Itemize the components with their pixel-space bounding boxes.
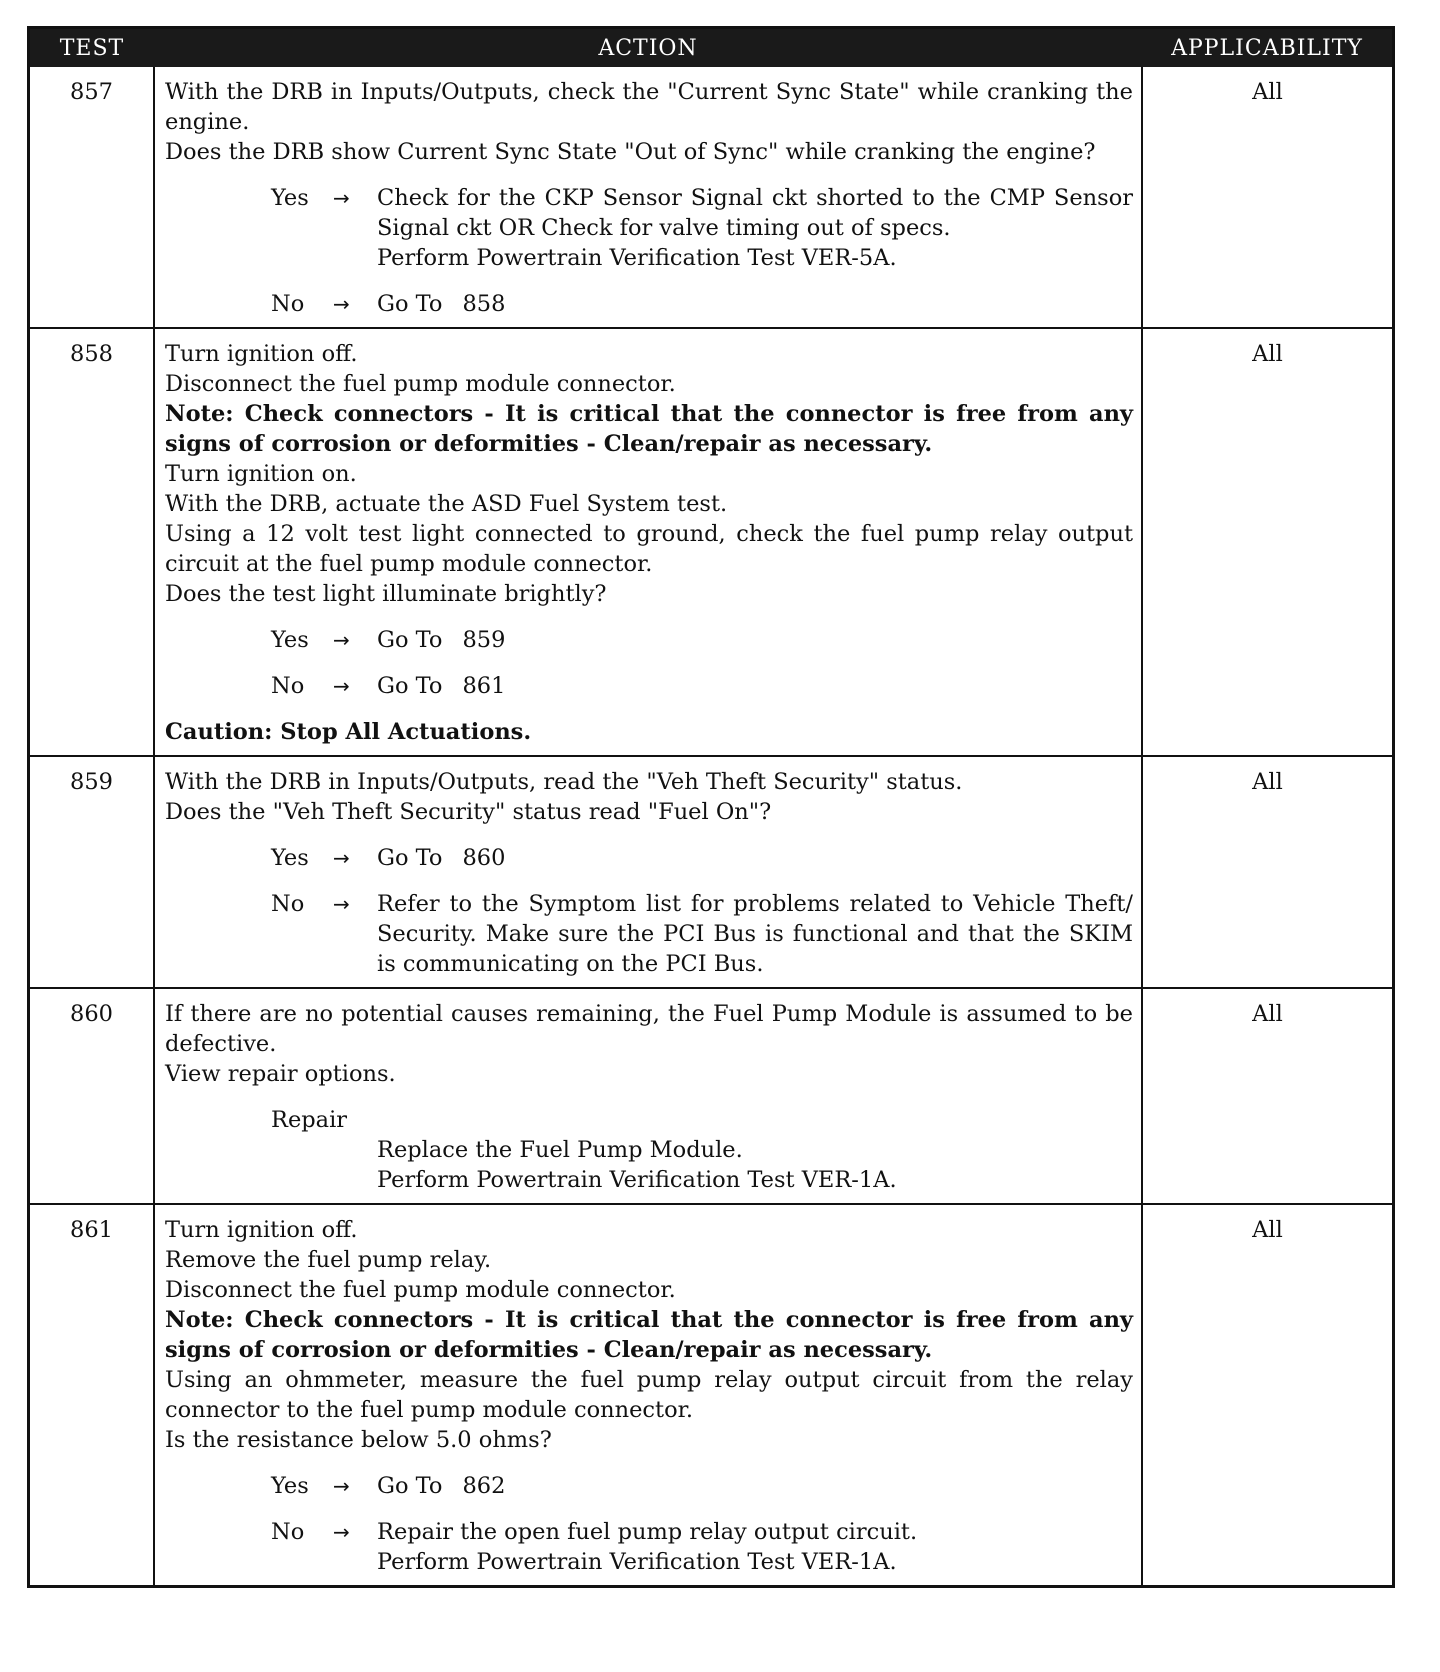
table-row-860: [30, 988, 1392, 1204]
header-applicability: APPLICABILITY: [1142, 29, 1392, 67]
no-branch: [165, 289, 1133, 319]
table-header: [30, 29, 1392, 67]
repair-line: Replace the Fuel Pump Module.: [377, 1137, 743, 1163]
yes-branch: [165, 183, 1133, 273]
arrow-right-icon: →: [333, 674, 350, 698]
action-cell: [154, 988, 1142, 1204]
repair-line: Perform Powertrain Verification Test VER-1A.: [377, 1167, 897, 1193]
arrow-right-icon: →: [333, 186, 350, 210]
applicability-value: All: [1142, 756, 1392, 988]
table-row-858: [30, 328, 1392, 756]
action-line: Using a 12 volt test light connected to ground, check the fuel pump relay output circuit at the fuel pump module connector.: [165, 521, 1133, 577]
diagnostic-test-table: [27, 26, 1395, 1588]
repair-lines: [271, 1135, 1133, 1195]
goto-label: Go To: [377, 845, 443, 871]
goto-number: 859: [462, 627, 506, 653]
action-line: Disconnect the fuel pump module connector.: [165, 1277, 676, 1303]
action-line: Using an ohmmeter, measure the fuel pump relay output circuit from the relay connector to the fuel pump module connector.: [165, 1367, 1133, 1423]
answer-label: Yes: [271, 1473, 309, 1499]
note-text: Note: Check connectors - It is critical that the connector is free from any signs of corrosion or deformities - Clean/repair as necessary.: [165, 401, 1133, 457]
goto-label: Go To: [377, 627, 443, 653]
note-text: Note: Check connectors - It is critical that the connector is free from any signs of corrosion or deformities - Clean/repair as necessary.: [165, 1307, 1133, 1363]
branch-text: [377, 1471, 1133, 1501]
branch-line: Perform Powertrain Verification Test VER-5A.: [377, 245, 897, 271]
applicability-value: All: [1142, 988, 1392, 1204]
goto-label: Go To: [377, 1473, 443, 1499]
answer-label: Yes: [271, 627, 309, 653]
answer-label: No: [271, 1519, 305, 1545]
action-line: Turn ignition off.: [165, 341, 358, 367]
test-number: 860: [30, 988, 154, 1204]
table-row-859: [30, 756, 1392, 988]
action-line: Does the test light illuminate brightly?: [165, 581, 607, 607]
no-branch: [165, 889, 1133, 979]
no-branch: [165, 1517, 1133, 1577]
branch-line: Perform Powertrain Verification Test VER-1A.: [377, 1549, 897, 1575]
applicability-value: All: [1142, 328, 1392, 756]
table-row-857: [30, 67, 1392, 328]
test-table: [30, 29, 1392, 1585]
goto-number: 861: [462, 673, 506, 699]
goto-number: 860: [462, 845, 506, 871]
test-number: 857: [30, 67, 154, 328]
arrow-right-icon: →: [333, 1520, 350, 1544]
goto-number: 862: [462, 1473, 506, 1499]
action-cell: [154, 328, 1142, 756]
branch-text: [377, 843, 1133, 873]
goto-number: 858: [462, 291, 506, 317]
answer-label: No: [271, 891, 305, 917]
arrow-right-icon: →: [333, 846, 350, 870]
branch-line: Check for the CKP Sensor Signal ckt shorted to the CMP Sensor Signal ckt OR Check for valve timing out of specs.: [377, 185, 1133, 241]
test-number: 861: [30, 1204, 154, 1585]
branch-text: [377, 625, 1133, 655]
action-line: Remove the fuel pump relay.: [165, 1247, 492, 1273]
header-test: TEST: [30, 29, 154, 67]
yes-branch: [165, 1471, 1133, 1501]
branch-text: [377, 671, 1133, 701]
action-line: Does the "Veh Theft Security" status read "Fuel On"?: [165, 799, 772, 825]
arrow-right-icon: →: [333, 292, 350, 316]
header-action: ACTION: [154, 29, 1142, 67]
branch-text: [377, 1517, 1133, 1577]
yes-branch: [165, 843, 1133, 873]
action-line: Does the DRB show Current Sync State "Out of Sync" while cranking the engine?: [165, 139, 1096, 165]
action-line: With the DRB, actuate the ASD Fuel System test.: [165, 491, 728, 517]
action-line: With the DRB in Inputs/Outputs, read the "Veh Theft Security" status.: [165, 769, 963, 795]
no-branch: [165, 671, 1133, 701]
yes-branch: [165, 625, 1133, 655]
action-line: With the DRB in Inputs/Outputs, check the "Current Sync State" while cranking the engine.: [165, 79, 1133, 135]
caution-text: Caution: Stop All Actuations.: [165, 719, 532, 745]
action-line: Turn ignition on.: [165, 461, 357, 487]
branch-line: Repair the open fuel pump relay output circuit.: [377, 1519, 918, 1545]
branch-line: Refer to the Symptom list for problems related to Vehicle Theft/ Security. Make sure the PCI Bus is functional and that the SKIM is communicating on the PCI Bus.: [377, 891, 1133, 977]
goto-label: Go To: [377, 673, 443, 699]
repair-block: [165, 1105, 1133, 1195]
action-line: View repair options.: [165, 1061, 396, 1087]
test-number: 859: [30, 756, 154, 988]
action-line: Disconnect the fuel pump module connector.: [165, 371, 676, 397]
answer-label: No: [271, 291, 305, 317]
arrow-right-icon: →: [333, 628, 350, 652]
goto-label: Go To: [377, 291, 443, 317]
arrow-right-icon: →: [333, 892, 350, 916]
answer-label: No: [271, 673, 305, 699]
applicability-value: All: [1142, 67, 1392, 328]
branch-text: [377, 183, 1133, 273]
applicability-value: All: [1142, 1204, 1392, 1585]
answer-label: Yes: [271, 845, 309, 871]
repair-label: Repair: [271, 1107, 348, 1133]
branch-text: [377, 889, 1133, 979]
answer-label: Yes: [271, 185, 309, 211]
action-line: If there are no potential causes remaining, the Fuel Pump Module is assumed to be defective.: [165, 1001, 1133, 1057]
action-cell: [154, 1204, 1142, 1585]
branch-text: [377, 289, 1133, 319]
action-line: Is the resistance below 5.0 ohms?: [165, 1427, 552, 1453]
table-row-861: [30, 1204, 1392, 1585]
action-cell: [154, 756, 1142, 988]
action-cell: [154, 67, 1142, 328]
action-line: Turn ignition off.: [165, 1217, 358, 1243]
test-number: 858: [30, 328, 154, 756]
arrow-right-icon: →: [333, 1474, 350, 1498]
